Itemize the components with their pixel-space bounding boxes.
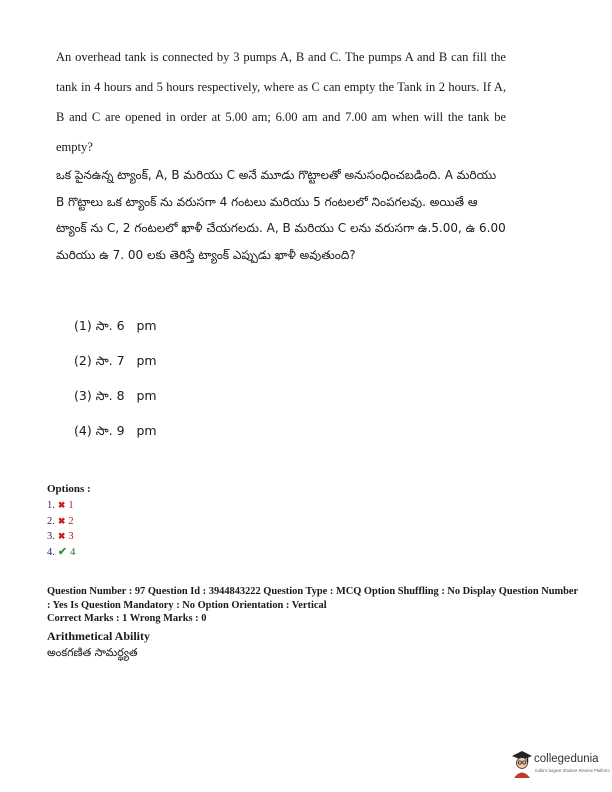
graduate-avatar-icon — [510, 749, 534, 779]
cross-icon: ✖ — [57, 531, 66, 541]
logo-tagline: India's largest Student Review Platform — [535, 768, 610, 773]
question-text-english: An overhead tank is connected by 3 pumps A, B and C. The pumps A and B can fill the tank in 4 hours and 5 hours respectively, where as C can empty the Tank in 2 hours. If A, B and C are opened in order at 5.00 am; 6.00 am and 7.00 am when will the tank be empty? — [56, 50, 506, 154]
option-row: 2. ✖ 2 — [47, 515, 74, 527]
answer-choice-4: (4) సా. 9 pm — [74, 423, 157, 438]
option-row: 3. ✖ 3 — [47, 531, 74, 542]
question-meta-marks: Correct Marks : 1 Wrong Marks : 0 — [47, 613, 207, 624]
options-title: Options : — [47, 483, 91, 495]
question-text-telugu: ఒక పైనఉన్న ట్యాంక్, A, B మరియు C అనే మూడు గొట్టాలతో అనుసంధించబడింది. A మరియు B గొట్టాలు ఒక ట్యాంక్ ను వరుసగా 4 గంటలు మరియు 5 గంటలలో నింపగలవు. అయితే ఆ ట్యాంక్ ను C, 2 గంటలలో ఖాళీ చేయగలదు. A, B మరియు C లను వరుసగా ఉ.5.00, ఉ 6.00 మరియు ఉ 7. 00 లకు తెరిస్తే ట్యాంక్ ఎప్పుడు ఖాళీ అవుతుంది? — [56, 168, 506, 262]
question-meta-details: Question Number : 97 Question Id : 3944843222 Question Type : MCQ Option Shuffling : No Display Question Number : Yes Is Question Mandatory : No Option Orientation : Vertical — [47, 586, 578, 611]
answer-choice-3: (3) సా. 8 pm — [74, 388, 157, 403]
cross-icon: ✖ — [57, 515, 66, 526]
question-meta — [47, 585, 582, 626]
checkmark-icon: ✔ — [57, 545, 68, 558]
options-block — [47, 483, 91, 560]
answer-list — [74, 318, 161, 458]
option-row: 4. ✔ 4 — [47, 545, 76, 558]
option-row: 1. ✖ 1 — [47, 500, 74, 511]
answer-choice-1: (1) సా. 6 pm — [74, 318, 157, 333]
answer-choice-2: (2) సా. 7 pm — [74, 353, 157, 368]
section-title: Arithmetical Ability — [47, 629, 150, 643]
cross-icon: ✖ — [57, 500, 66, 510]
section-title-telugu: అంకగణిత సామర్థ్యత — [47, 646, 138, 659]
logo-name: collegedunia — [534, 753, 599, 765]
collegedunia-logo — [510, 749, 610, 781]
